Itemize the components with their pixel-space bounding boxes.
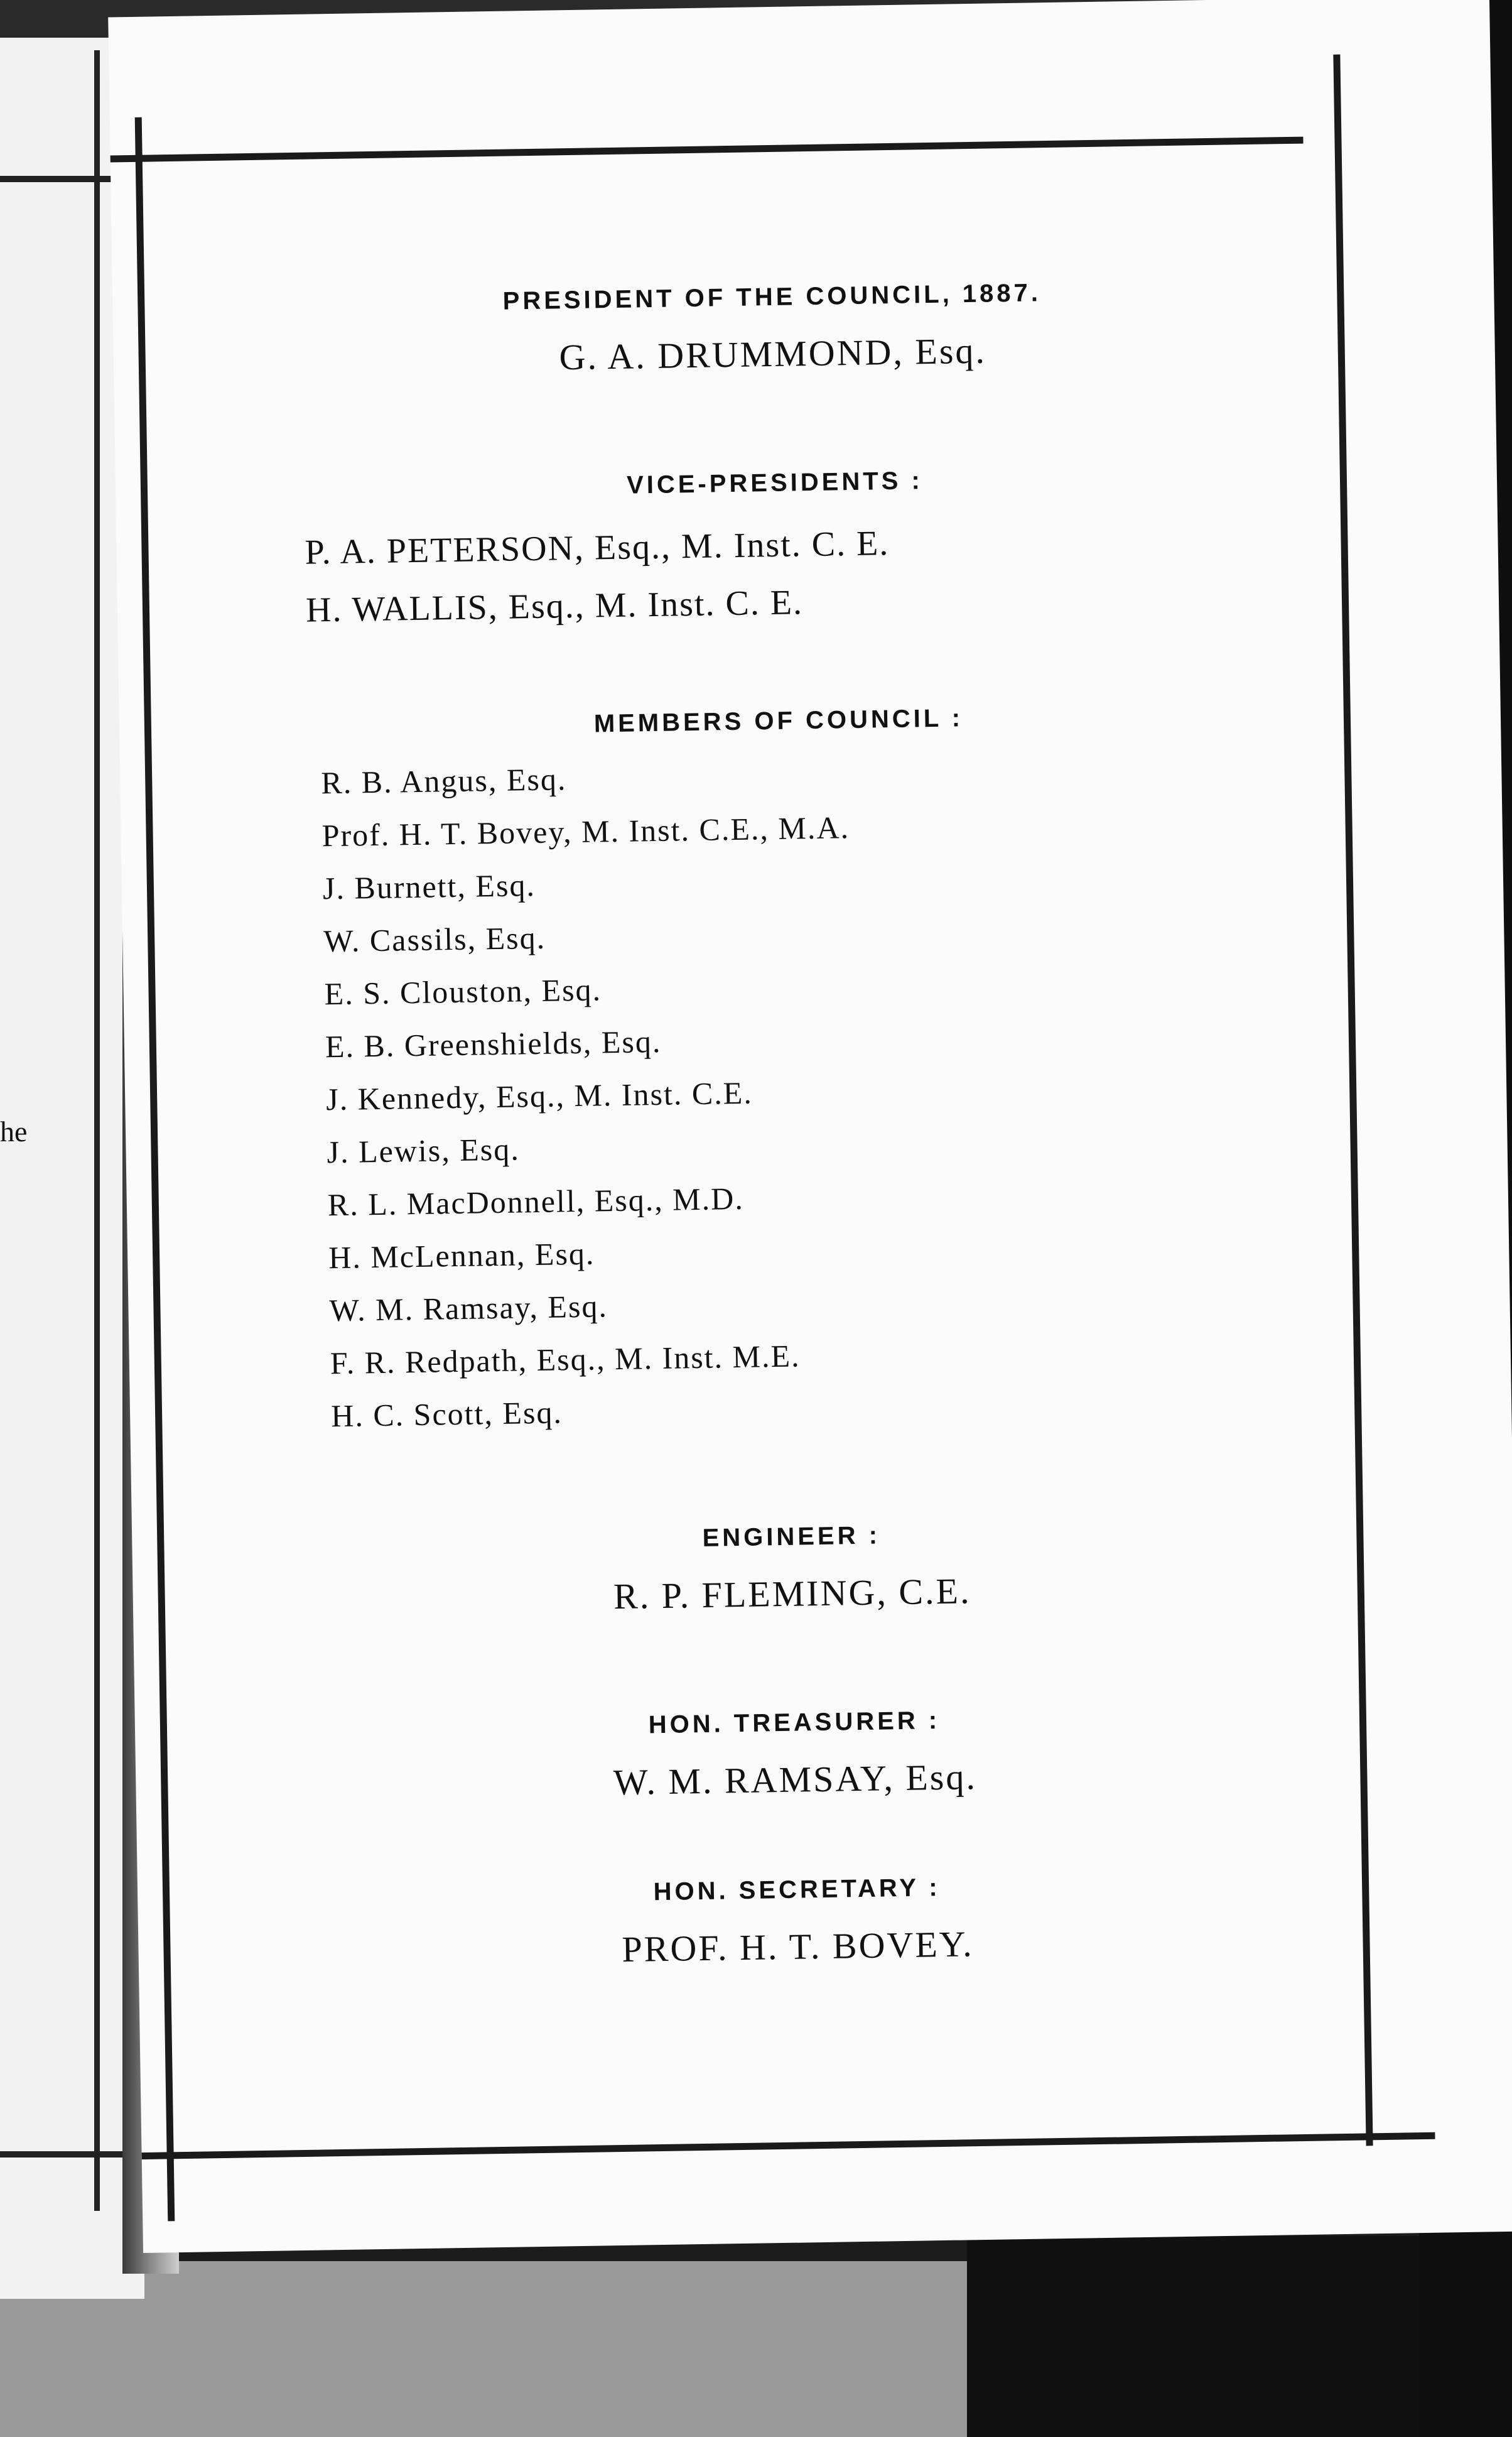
frame-bottom-rule <box>142 2132 1435 2159</box>
facing-page-top-rule <box>0 176 126 182</box>
president-heading: PRESIDENT OF THE COUNCIL, 1887. <box>502 279 1042 315</box>
member-entry: W. M. Ramsay, Esq. <box>329 1288 608 1328</box>
member-entry: J. Burnett, Esq. <box>322 867 536 906</box>
spacer <box>302 367 1245 477</box>
spacer <box>325 1793 1268 1884</box>
member-entry: R. B. Angus, Esq. <box>320 761 567 801</box>
facing-page-frame-line <box>94 50 100 2211</box>
president-name: G. A. DRUMMOND, Esq. <box>559 330 987 378</box>
engineer-heading: ENGINEER : <box>702 1521 881 1552</box>
members-list <box>308 742 1261 1442</box>
frame-left-rule <box>135 117 175 2222</box>
spacer <box>321 1607 1265 1717</box>
frame-right-rule <box>1333 55 1373 2146</box>
spacer <box>306 624 1250 715</box>
engineer-name: R. P. FLEMING, C.E. <box>613 1570 971 1617</box>
document-page <box>108 0 1512 2253</box>
member-entry: Prof. H. T. Bovey, M. Inst. C.E., M.A. <box>321 810 850 854</box>
frame-top-rule <box>111 137 1304 163</box>
vice-presidents-heading: VICE-PRESIDENTS : <box>626 467 924 499</box>
member-entry: J. Kennedy, Esq., M. Inst. C.E. <box>325 1075 753 1117</box>
member-entry: W. Cassils, Esq. <box>323 920 546 959</box>
member-entry: E. B. Greenshields, Esq. <box>325 1023 662 1065</box>
member-entry: J. Lewis, Esq. <box>327 1131 521 1170</box>
treasurer-name: W. M. RAMSAY, Esq. <box>613 1756 978 1803</box>
scan-background-bottom <box>0 2261 967 2437</box>
vice-presidents-list <box>305 509 1248 639</box>
secretary-name: PROF. H. T. BOVEY. <box>621 1923 975 1970</box>
member-entry: F. R. Redpath, Esq., M. Inst. M.E. <box>330 1338 801 1381</box>
member-entry: E. S. Clouston, Esq. <box>324 972 602 1012</box>
vice-president-entry: H. WALLIS, Esq., M. Inst. C. E. <box>305 583 804 630</box>
treasurer-heading: HON. TREASURER : <box>648 1707 941 1739</box>
facing-page-text-fragment: he <box>0 1115 28 1148</box>
member-entry: H. McLennan, Esq. <box>328 1235 595 1276</box>
member-entry: R. L. MacDonnell, Esq., M.D. <box>327 1180 745 1223</box>
facing-page-bottom-rule <box>0 2151 126 2157</box>
member-entry: H. C. Scott, Esq. <box>330 1394 563 1434</box>
vice-president-entry: P. A. PETERSON, Esq., M. Inst. C. E. <box>305 524 890 572</box>
members-heading: MEMBERS OF COUNCIL : <box>593 704 964 738</box>
secretary-heading: HON. SECRETARY : <box>653 1874 941 1906</box>
page-content <box>301 276 1269 1975</box>
spacer <box>319 1428 1262 1531</box>
